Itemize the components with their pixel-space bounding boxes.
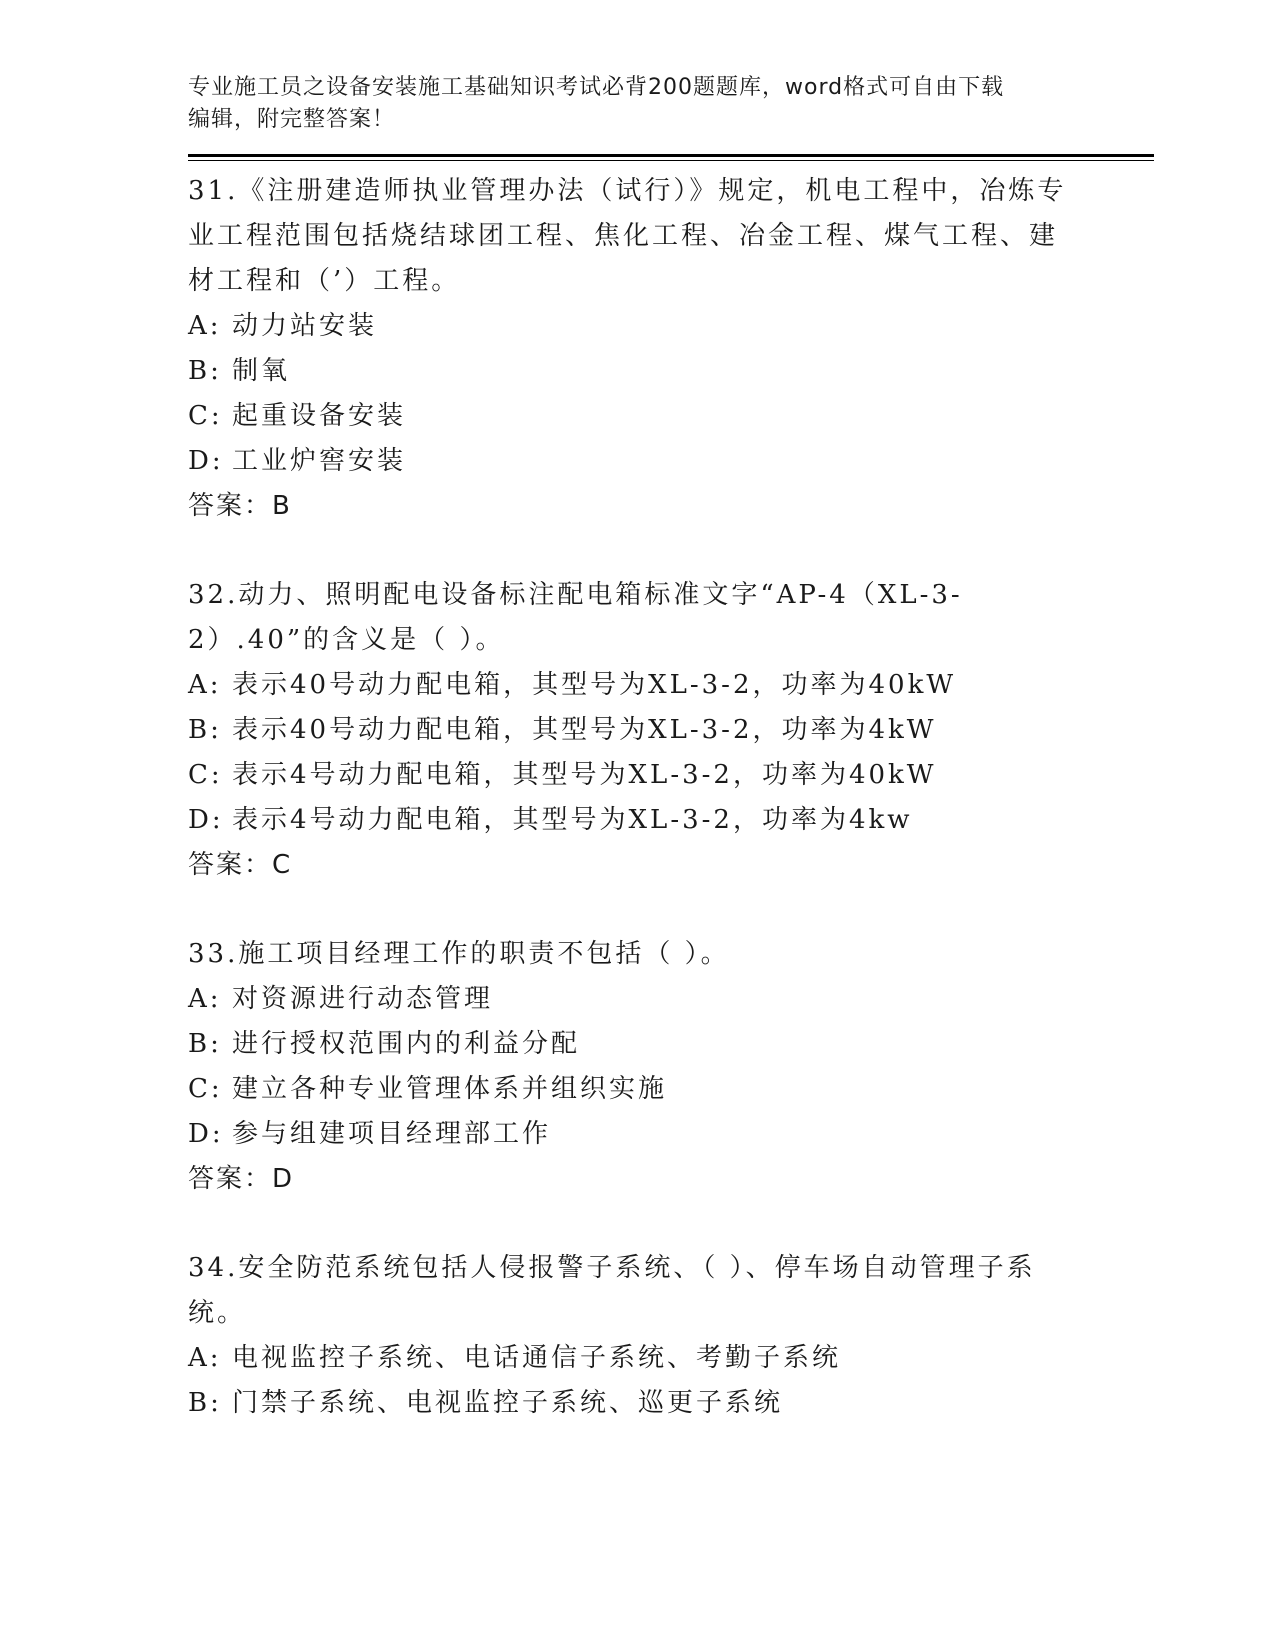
option-d	[188, 798, 1154, 843]
option-a	[188, 977, 1154, 1022]
question-stem: 33.施工项目经理工作的职责不包括（ ）。	[188, 939, 730, 969]
option-text: 对资源进行动态管理	[232, 984, 494, 1014]
option-key: C:	[188, 1074, 223, 1104]
answer-line: 答案：D	[188, 1164, 295, 1194]
option-text: 进行授权范围内的利益分配	[232, 1029, 581, 1059]
option-text: 表示4号动力配电箱，其型号为XL-3-2，功率为4kw	[232, 805, 913, 835]
question-stem: 32.动力、照明配电设备标注配电箱标准文字“AP-4（XL-3-2）.40”的含义是（ ）。	[188, 580, 963, 655]
header-divider-thin	[188, 160, 1154, 161]
option-key: B:	[188, 1388, 222, 1418]
option-key: D:	[188, 805, 224, 835]
option-key: C:	[188, 760, 223, 790]
header-line-2: 编辑，附完整答案！	[188, 107, 396, 132]
option-b	[188, 349, 1154, 394]
option-text: 建立各种专业管理体系并组织实施	[232, 1074, 668, 1104]
option-d	[188, 1112, 1154, 1157]
option-text: 起重设备安装	[232, 401, 407, 431]
question-stem: 34.安全防范系统包括人侵报警子系统、（ ）、停车场自动管理子系统。	[188, 1253, 1036, 1328]
option-d	[188, 439, 1154, 484]
question-31	[188, 169, 1154, 529]
option-text: 电视监控子系统、电话通信子系统、考勤子系统	[232, 1343, 842, 1373]
answer-line: 答案：C	[188, 850, 293, 880]
option-text: 制氧	[232, 356, 291, 386]
option-c	[188, 753, 1154, 798]
option-text: 门禁子系统、电视监控子系统、巡更子系统	[232, 1388, 784, 1418]
option-key: B:	[188, 356, 222, 386]
option-text: 表示40号动力配电箱，其型号为XL-3-2，功率为4kW	[232, 715, 937, 745]
option-text: 动力站安装	[232, 311, 378, 341]
option-b	[188, 708, 1154, 753]
option-key: D:	[188, 1119, 224, 1149]
option-text: 参与组建项目经理部工作	[232, 1119, 552, 1149]
option-key: C:	[188, 401, 223, 431]
header-line-1: 专业施工员之设备安装施工基础知识考试必背200题题库，word格式可自由下载	[188, 75, 1005, 100]
option-a	[188, 304, 1154, 349]
option-key: D:	[188, 446, 224, 476]
option-key: A:	[188, 984, 222, 1014]
option-c	[188, 394, 1154, 439]
option-b	[188, 1022, 1154, 1067]
option-c	[188, 1067, 1154, 1112]
answer-line: 答案：B	[188, 491, 292, 521]
option-key: A:	[188, 1343, 222, 1373]
option-a	[188, 663, 1154, 708]
option-text: 工业炉窖安装	[232, 446, 407, 476]
question-33	[188, 932, 1154, 1202]
question-34	[188, 1246, 1154, 1426]
option-key: A:	[188, 311, 222, 341]
question-stem: 31.《注册建造师执业管理办法（试行）》规定，机电工程中，冶炼专业工程范围包括烧结球团工程、焦化工程、冶金工程、煤气工程、建材工程和（’）工程。	[188, 176, 1067, 296]
option-key: B:	[188, 715, 222, 745]
option-text: 表示4号动力配电箱，其型号为XL-3-2，功率为40kW	[232, 760, 937, 790]
document-page	[188, 72, 1154, 1470]
option-text: 表示40号动力配电箱，其型号为XL-3-2，功率为40kW	[232, 670, 957, 700]
option-a	[188, 1336, 1154, 1381]
question-32	[188, 573, 1154, 888]
document-header	[188, 72, 1068, 136]
option-b	[188, 1381, 1154, 1426]
header-divider-thick	[188, 154, 1154, 157]
option-key: B:	[188, 1029, 222, 1059]
option-key: A:	[188, 670, 222, 700]
